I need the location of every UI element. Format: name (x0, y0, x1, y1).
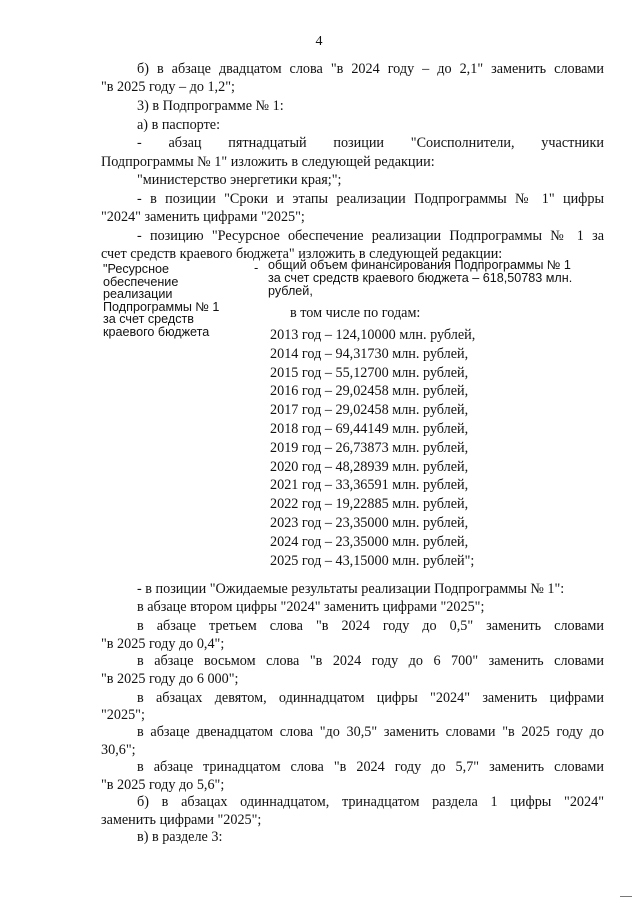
paragraph-line: "в 2025 году до 5,6"; (101, 777, 225, 793)
paragraph-line: в абзацах девятом, одиннадцатом цифры "2024" заменить цифрами (137, 690, 604, 706)
table-left-line: реализации (103, 287, 173, 301)
paragraph-line: 30,6"; (101, 742, 136, 758)
paragraph-line: Подпрограммы № 1" изложить в следующей редакции: (101, 154, 435, 170)
paragraph-line: "министерство энергетики края;"; (137, 172, 342, 188)
paragraph-line: 3) в Подпрограмме № 1: (137, 98, 284, 114)
table-right-line: общий объем финансирования Подпрограммы № 1 (268, 258, 571, 272)
paragraph-line: "в 2025 году – до 1,2"; (101, 79, 235, 95)
list-item: 2022 год – 19,22885 млн. рублей, (270, 496, 469, 513)
list-item: 2017 год – 29,02458 млн. рублей, (270, 402, 469, 419)
table-right-line: за счет средств краевого бюджета – 618,50783 млн. (268, 271, 573, 285)
paragraph-line: счет средств краевого бюджета" изложить в следующей редакции: (101, 246, 503, 262)
paragraph-line: в абзаце втором цифры "2024" заменить цифрами "2025"; (137, 599, 485, 615)
paragraph-line: - в позиции "Сроки и этапы реализации Подпрограммы № 1" цифры (137, 191, 604, 207)
paragraph-line: "2025"; (101, 707, 145, 723)
table-left-line: "Ресурсное (103, 262, 170, 276)
paragraph-line: "2024" заменить цифрами "2025"; (101, 209, 305, 225)
paragraph-line: в) в разделе 3: (137, 829, 223, 845)
paragraph-line: - позицию "Ресурсное обеспечение реализации Подпрограммы № 1 за (137, 228, 604, 244)
paragraph-line: б) в абзаце двадцатом слова "в 2024 году – до 2,1" заменить словами (137, 61, 604, 77)
list-item: 2021 год – 33,36591 млн. рублей, (270, 477, 469, 494)
funding-years-list (270, 326, 475, 570)
paragraph-line: в абзаце восьмом слова "в 2024 году до 6 700" заменить словами (137, 653, 604, 669)
list-item: 2018 год – 69,44149 млн. рублей, (270, 420, 469, 437)
paragraph-line: "в 2025 году до 0,4"; (101, 636, 225, 652)
page-number: 4 (315, 34, 323, 49)
paragraph-line: "в 2025 году до 6 000"; (101, 671, 239, 687)
table-left-line: Подпрограммы № 1 (103, 299, 220, 314)
list-item: 2013 год – 124,10000 млн. рублей, (270, 327, 476, 343)
list-item: 2016 год – 29,02458 млн. рублей, (270, 383, 469, 400)
paragraph-line: заменить цифрами "2025"; (101, 812, 262, 828)
paragraph-line: - абзац пятнадцатый позиции "Соисполнители, участники (137, 135, 604, 151)
list-item: 2019 год – 26,73873 млн. рублей, (270, 439, 469, 456)
paragraph-line: а) в паспорте: (137, 117, 221, 133)
table-left-cell (103, 263, 219, 338)
list-item: 2025 год – 43,15000 млн. рублей"; (270, 552, 475, 569)
in-years-label: в том числе по годам: (290, 305, 421, 321)
list-item: 2024 год – 23,35000 млн. рублей, (270, 533, 469, 550)
table-right-line: рублей, (268, 284, 313, 298)
list-item: 2015 год – 55,12700 млн. рублей, (270, 364, 469, 381)
paragraph-line: в абзаце третьем слова "в 2024 году до 0,5" заменить словами (137, 618, 604, 634)
paragraph-line: - в позиции "Ожидаемые результаты реализации Подпрограммы № 1": (137, 581, 565, 597)
scan-mark (620, 896, 632, 897)
paragraph-line: б) в абзацах одиннадцатом, тринадцатом раздела 1 цифры "2024" (137, 794, 604, 810)
list-item: 2014 год – 94,31730 млн. рублей, (270, 345, 469, 362)
paragraph-line: в абзаце двенадцатом слова "до 30,5" заменить словами "в 2025 году до (137, 724, 604, 740)
table-left-line: за счет средств (103, 312, 194, 326)
table-left-line: обеспечение (103, 274, 179, 289)
paragraph-line: в абзаце тринадцатом слова "в 2024 году до 5,7" заменить словами (137, 759, 604, 775)
table-left-line: краевого бюджета (103, 324, 210, 339)
table-right-cell (268, 259, 572, 298)
list-item: 2020 год – 48,28939 млн. рублей, (270, 458, 469, 475)
table-dash: - (254, 260, 259, 275)
list-item: 2023 год – 23,35000 млн. рублей, (270, 514, 469, 531)
